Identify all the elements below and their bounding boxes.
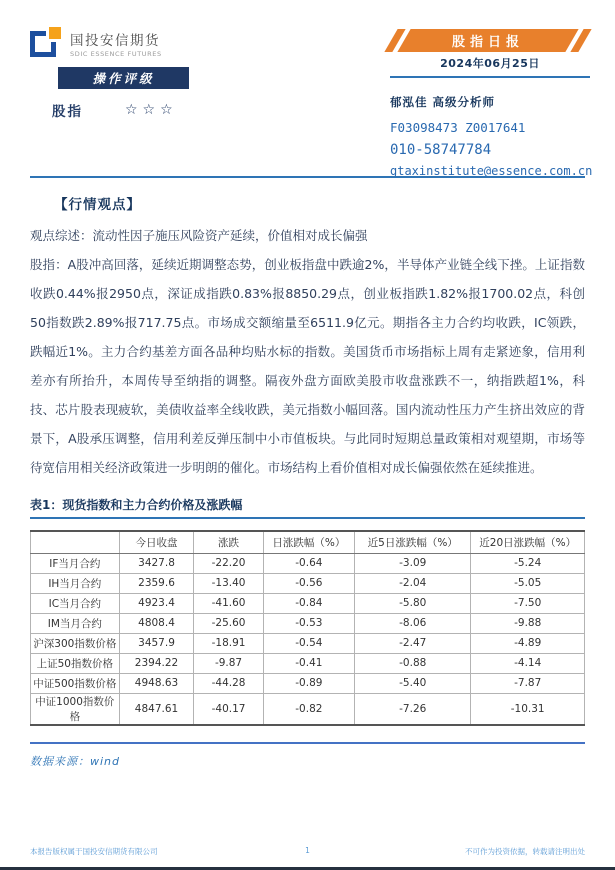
cell-close: 3457.9 (119, 633, 194, 653)
col-header-20d-pct: 近20日涨跌幅（%） (471, 531, 585, 553)
analyst-phone: 010-58747784 (390, 142, 492, 158)
cell-5d-pct: -2.47 (355, 633, 471, 653)
table-title: 表1：现货指数和主力合约价格及涨跌幅 (30, 496, 585, 519)
cell-change: -18.91 (194, 633, 263, 653)
cell-5d-pct: -3.09 (355, 553, 471, 573)
cell-day-pct: -0.54 (263, 633, 354, 653)
instrument-label: 股指 (52, 104, 83, 120)
cell-day-pct: -0.53 (263, 613, 354, 633)
cell-5d-pct: -5.40 (355, 673, 471, 693)
analyst-license: F03098473 Z0017641 (390, 120, 526, 135)
cell-day-pct: -0.89 (263, 673, 354, 693)
cell-change: -22.20 (194, 553, 263, 573)
row-label: IF当月合约 (31, 553, 120, 573)
table-row (31, 613, 585, 633)
analyst-name: 郁泓佳 高级分析师 (390, 95, 496, 109)
cell-20d-pct: -4.89 (471, 633, 585, 653)
cell-change: -13.40 (194, 573, 263, 593)
price-table (30, 530, 585, 726)
disclaimer-notice: 不可作为投资依据，转载请注明出处 (465, 847, 585, 856)
cell-close: 3427.8 (119, 553, 194, 573)
table-row (31, 673, 585, 693)
company-name: 国投安信期货 (70, 32, 160, 49)
price-table-block (30, 496, 585, 769)
cell-day-pct: -0.56 (263, 573, 354, 593)
table-header-row (31, 531, 585, 553)
page-number: 1 (305, 846, 310, 855)
report-type-banner (391, 29, 585, 52)
row-label: IM当月合约 (31, 613, 120, 633)
cell-20d-pct: -9.88 (471, 613, 585, 633)
cell-5d-pct: -8.06 (355, 613, 471, 633)
table-row (31, 693, 585, 725)
row-label: 上证50指数价格 (31, 653, 120, 673)
source-divider (30, 742, 585, 744)
table-row (31, 653, 585, 673)
cell-close: 4948.63 (119, 673, 194, 693)
report-body (30, 193, 585, 769)
cell-day-pct: -0.41 (263, 653, 354, 673)
header-divider (30, 176, 585, 178)
view-body-text: 股指：A股冲高回落，延续近期调整态势，创业板指盘中跌逾2%，半导体产业链全线下挫。上证指数收跌0.44%报2950点，深证成指跌0.83%报8850.29点，创业板指跌1.82%报1700.02点，科创50指数跌2.89%报717.75点。市场成交额缩量至6511.9亿元。期指各主力合约均收跌，IC领跌，跌幅近1%。主力合约基差方面各品种均贴水标的指数。美国货币市场指标上周有走紧迹象，信用利差亦有所抬升，本周传导至纳指的调整。隔夜外盘方面欧美股市收盘涨跌不一，纳指跌超1%，科技、芯片股表现疲软，美债收益率全线收跌，美元指数小幅回落。国内流动性压力产生挤出效应的背景下，A股承压调整，信用利差反弹压制中小市值板块。与此同时短期总量政策相对观望期，市场等待宽信用相关经济政策进一步明朗的催化。市场结构上看价值相对成长偏强依然在延续推进。 (30, 257, 585, 475)
cell-close: 2359.6 (119, 573, 194, 593)
cell-change: -41.60 (194, 593, 263, 613)
cell-close: 4923.4 (119, 593, 194, 613)
col-header-close: 今日收盘 (119, 531, 194, 553)
company-logo-icon (30, 27, 63, 59)
row-label: IH当月合约 (31, 573, 120, 593)
cell-20d-pct: -5.24 (471, 553, 585, 573)
company-name-en: SDIC ESSENCE FUTURES (70, 49, 162, 58)
report-header (30, 27, 593, 178)
cell-day-pct: -0.64 (263, 553, 354, 573)
cell-20d-pct: -4.14 (471, 653, 585, 673)
page-footer (30, 846, 585, 858)
cell-5d-pct: -0.88 (355, 653, 471, 673)
cell-20d-pct: -7.50 (471, 593, 585, 613)
cell-change: -25.60 (194, 613, 263, 633)
row-label: 沪深300指数价格 (31, 633, 120, 653)
cell-20d-pct: -7.87 (471, 673, 585, 693)
cell-day-pct: -0.84 (263, 593, 354, 613)
col-header-5d-pct: 近5日涨跌幅（%） (355, 531, 471, 553)
cell-close: 4847.61 (119, 693, 194, 725)
analyst-info (390, 55, 593, 178)
analyst-email: gtaxinstitute@essence.com.cn (390, 164, 593, 178)
cell-5d-pct: -7.26 (355, 693, 471, 725)
cell-change: -44.28 (194, 673, 263, 693)
table-row (31, 573, 585, 593)
rating-box: 操作评级 (58, 67, 189, 89)
data-source: 数据来源：wind (30, 754, 121, 768)
report-type-label: 股指日报 (451, 35, 524, 50)
table-row (31, 633, 585, 653)
row-label: 中证500指数价格 (31, 673, 120, 693)
table-row (31, 593, 585, 613)
row-label: 中证1000指数价格 (31, 693, 120, 725)
cell-5d-pct: -2.04 (355, 573, 471, 593)
cell-day-pct: -0.82 (263, 693, 354, 725)
report-date: 2024年06月25日 (390, 55, 590, 78)
row-label: IC当月合约 (31, 593, 120, 613)
col-header-blank (31, 531, 120, 553)
cell-5d-pct: -5.80 (355, 593, 471, 613)
section-title: 【行情观点】 (54, 197, 141, 213)
rating-stars-icon: ☆☆☆ (125, 102, 178, 118)
cell-20d-pct: -10.31 (471, 693, 585, 725)
cell-change: -9.87 (194, 653, 263, 673)
cell-close: 4808.4 (119, 613, 194, 633)
copyright-notice: 本报告版权属于国投安信期货有限公司 (30, 847, 158, 856)
col-header-change: 涨跌 (194, 531, 263, 553)
table-row (31, 553, 585, 573)
cell-change: -40.17 (194, 693, 263, 725)
cell-20d-pct: -5.05 (471, 573, 585, 593)
company-logo (30, 27, 162, 59)
col-header-day-pct: 日涨跌幅（%） (263, 531, 354, 553)
view-summary: 观点综述：流动性因子施压风险资产延续，价值相对成长偏强 (30, 228, 368, 243)
cell-close: 2394.22 (119, 653, 194, 673)
